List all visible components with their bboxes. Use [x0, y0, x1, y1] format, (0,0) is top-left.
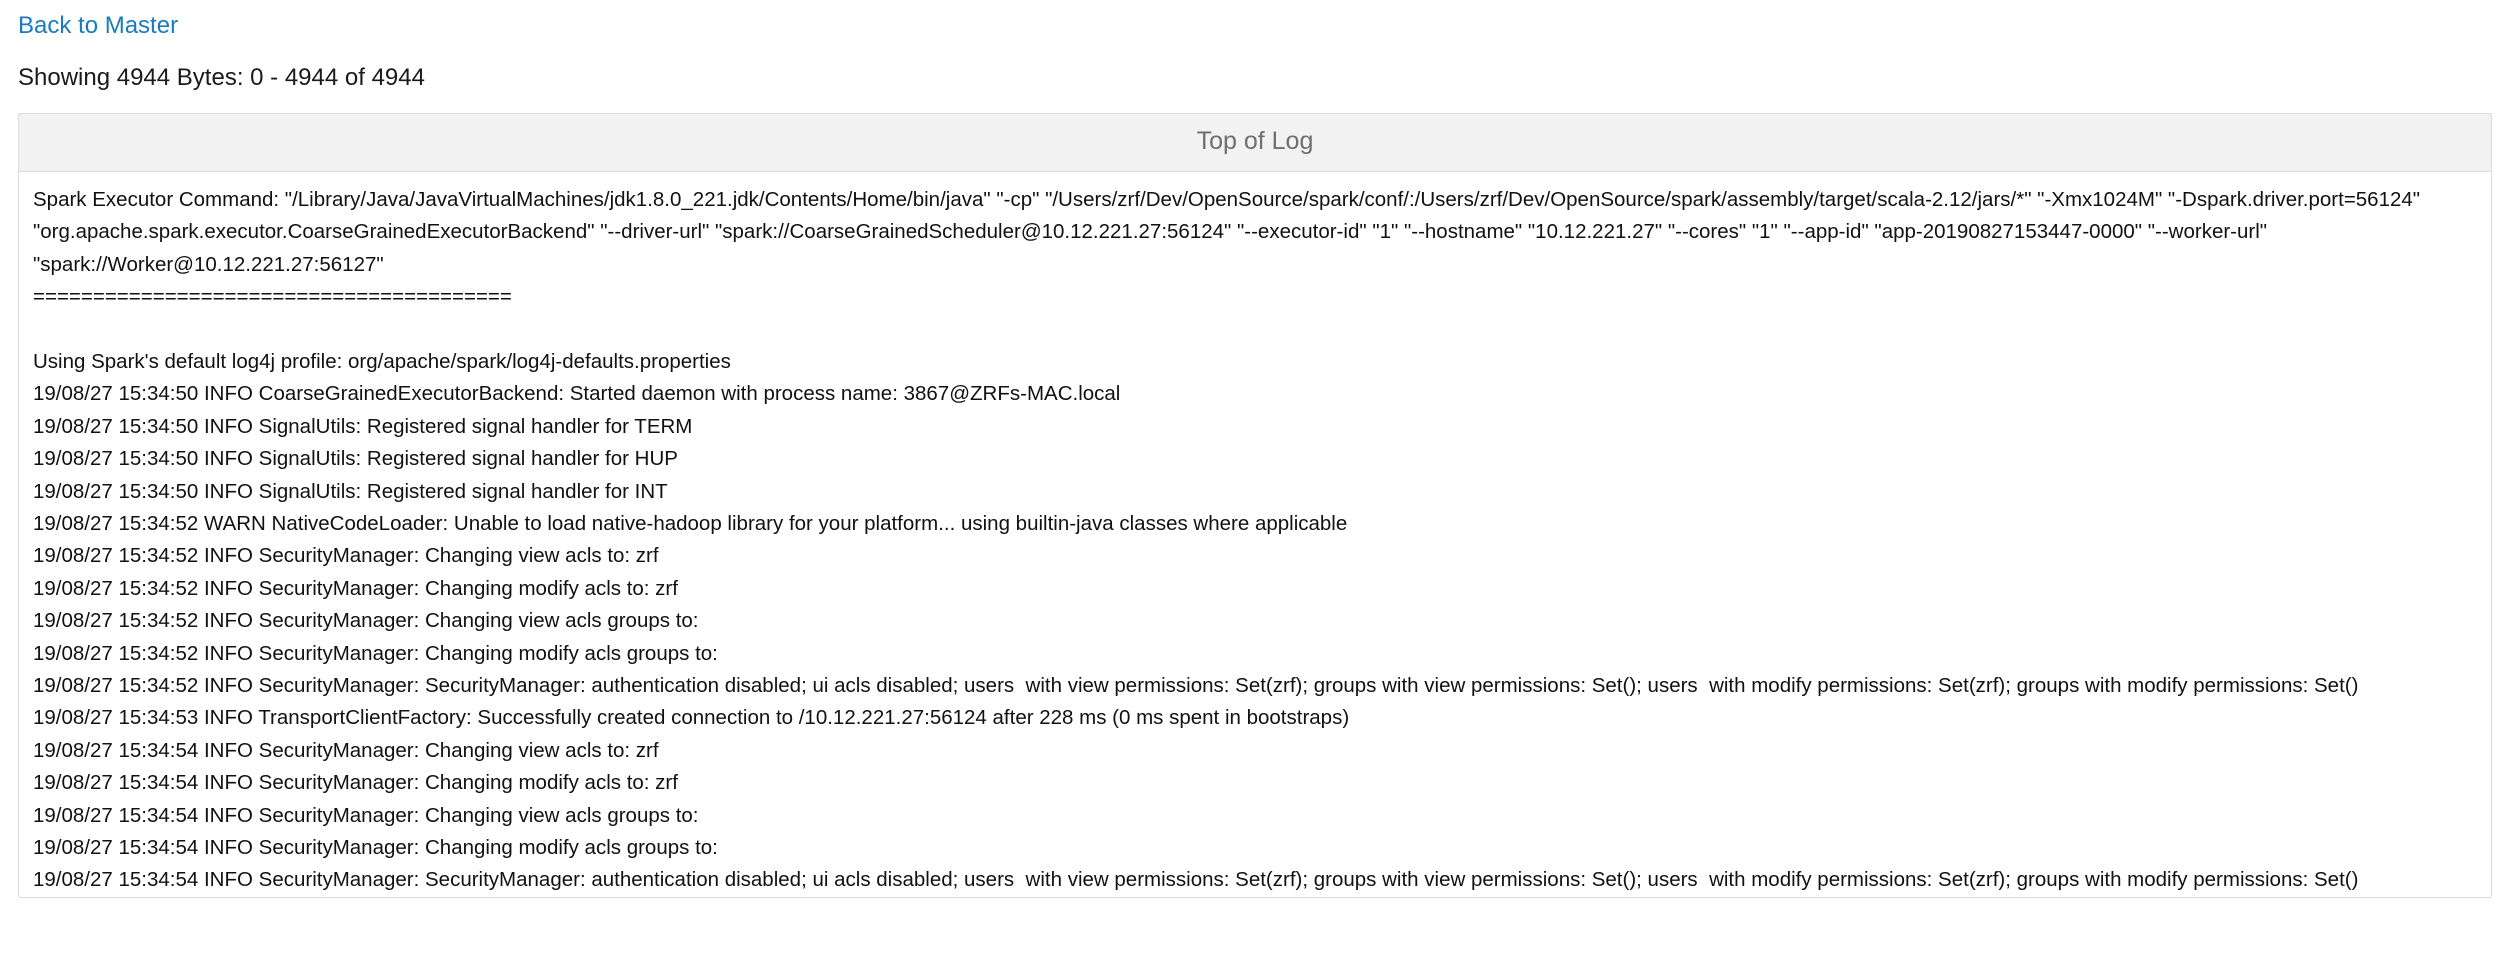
log-line: ======================================== — [33, 285, 512, 309]
log-line — [33, 314, 2477, 346]
log-content — [19, 172, 2491, 897]
log-line: 19/08/27 15:34:52 INFO SecurityManager: SecurityManager: authentication disabled; ui acls disabled; users with view permissions: Set(zrf); groups with view permissions: Set(); users with modify permissions: Set(zrf); groups with modify permissions: Set() — [33, 673, 2359, 697]
log-line: 19/08/27 15:34:54 INFO SecurityManager: SecurityManager: authentication disabled; ui acls disabled; users with view permissions: Set(zrf); groups with view permissions: Set(); users with modify permissions: Set(zrf); groups with modify permissions: Set() — [33, 868, 2359, 892]
showing-bytes-status: Showing 4944 Bytes: 0 - 4944 of 4944 — [18, 64, 425, 91]
log-line: 19/08/27 15:34:53 INFO TransportClientFactory: Successfully created connection to /10.12.221.27:56124 after 228 ms (0 ms spent in bootstraps) — [33, 706, 1350, 730]
log-line: 19/08/27 15:34:50 INFO SignalUtils: Registered signal handler for HUP — [33, 447, 678, 471]
log-line: 19/08/27 15:34:54 INFO SecurityManager: Changing modify acls to: zrf — [33, 771, 678, 795]
log-line: 19/08/27 15:34:52 WARN NativeCodeLoader: Unable to load native-hadoop library for your platform... using builtin-java classes where applicable — [33, 511, 1348, 535]
log-line: 19/08/27 15:34:50 INFO SignalUtils: Registered signal handler for INT — [33, 479, 668, 503]
log-line: 19/08/27 15:34:50 INFO CoarseGrainedExecutorBackend: Started daemon with process name: 3867@ZRFs-MAC.local — [33, 382, 1121, 406]
log-line: 19/08/27 15:34:52 INFO SecurityManager: Changing view acls groups to: — [33, 609, 699, 633]
log-panel-header: Top of Log — [19, 114, 2491, 172]
log-line: Spark Executor Command: "/Library/Java/JavaVirtualMachines/jdk1.8.0_221.jdk/Contents/Home/bin/java" "-cp" "/Users/zrf/Dev/OpenSource/spark/conf/:/Users/zrf/Dev/OpenSource/spark/assembly/target/scala-2.12/jars/*" "-Xmx1024M" "-Dspark.driver.port=56124" "org.apache.spark.executor.CoarseGrainedExecutorBackend" "--driver-url" "spark://CoarseGrainedScheduler@10.12.221.27:56124" "--executor-id" "1" "--hostname" "10.12.221.27" "--cores" "1" "--app-id" "app-20190827153447-0000" "--worker-url" "spark://Worker@10.12.221.27:56127" — [33, 187, 2426, 276]
log-panel — [18, 113, 2492, 897]
log-line: 19/08/27 15:34:54 INFO SecurityManager: Changing view acls groups to: — [33, 803, 699, 827]
log-line: 19/08/27 15:34:54 INFO SecurityManager: Changing view acls to: zrf — [33, 738, 659, 762]
back-to-master-link[interactable]: Back to Master — [18, 12, 179, 39]
log-line: 19/08/27 15:34:52 INFO SecurityManager: Changing modify acls to: zrf — [33, 576, 678, 600]
log-line: 19/08/27 15:34:52 INFO SecurityManager: Changing view acls to: zrf — [33, 544, 659, 568]
log-line: 19/08/27 15:34:52 INFO SecurityManager: Changing modify acls groups to: — [33, 641, 718, 665]
log-line: 19/08/27 15:34:50 INFO SignalUtils: Registered signal handler for TERM — [33, 414, 693, 438]
log-line: 19/08/27 15:34:54 INFO SecurityManager: Changing modify acls groups to: — [33, 836, 718, 859]
log-line: Using Spark's default log4j profile: org/apache/spark/log4j-defaults.properties — [33, 349, 731, 373]
